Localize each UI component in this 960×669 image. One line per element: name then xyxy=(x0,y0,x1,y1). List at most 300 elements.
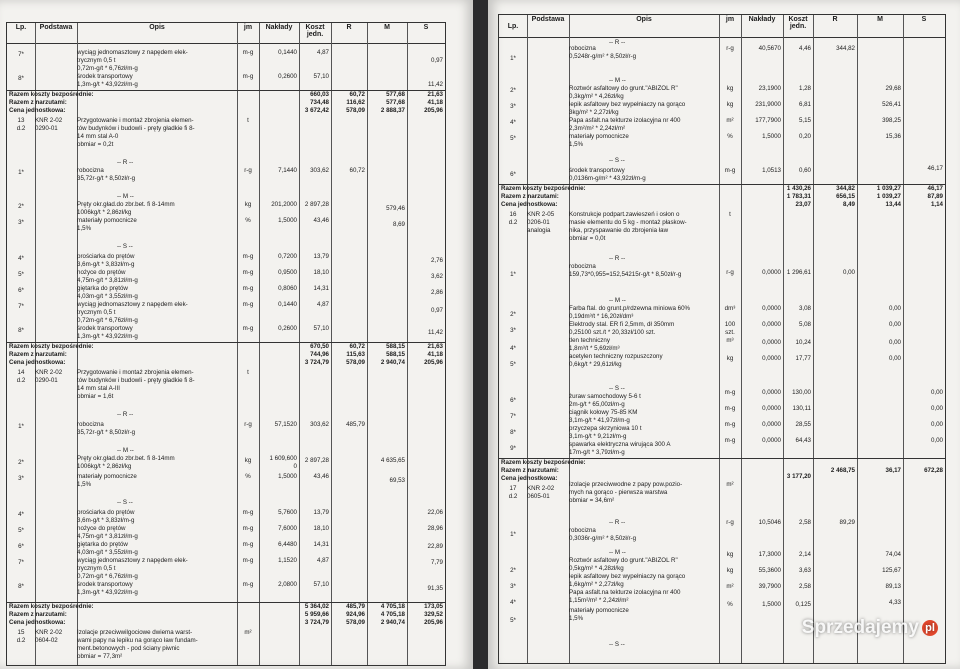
left-unit-cost: 13,79 xyxy=(313,509,329,516)
right-description-text: nika, przyspawanie do zbrojenia ław xyxy=(569,227,669,234)
right-item-number: 1* xyxy=(510,55,516,62)
right-summary-label: Cena jednostkowa: xyxy=(501,201,558,208)
left-equipment-value: 21,63 xyxy=(427,91,443,98)
left-description-text: 4,75m-g/t * 3,81zł/m-g xyxy=(77,533,138,540)
left-unit-cost: 18,10 xyxy=(313,525,329,532)
left-description-text: 14 mm stal A-III xyxy=(77,385,120,392)
left-unit: r-g xyxy=(244,421,252,428)
left-description-text: 0,72m-g/t * 6,76zł/m-g xyxy=(77,65,138,72)
right-labor-value: 656,15 xyxy=(836,193,855,200)
left-quantity: 0,7200 xyxy=(278,253,297,260)
right-description-text: materiały pomocnicze xyxy=(569,133,629,140)
col-line xyxy=(527,15,528,663)
left-material-value: 588,15 xyxy=(386,351,405,358)
right-quantity: 0,0000 xyxy=(762,321,781,328)
left-material-value: 2 888,37 xyxy=(380,107,405,114)
left-unit-cost: 4,87 xyxy=(316,301,329,308)
right-description-text: 1,8m³/t * 5,69zł/m³ xyxy=(569,345,620,352)
left-equipment-value: 22,89 xyxy=(427,543,443,550)
right-unit-cost: 23,07 xyxy=(795,201,811,208)
right-material-value: 74,04 xyxy=(885,551,901,558)
header-naklady: Nakłady xyxy=(748,16,776,23)
right-unit-cost: 2,58 xyxy=(798,519,811,526)
left-description-text: 3,6m-g/t * 3,83zł/m-g xyxy=(77,517,135,524)
left-unit: m-g xyxy=(242,557,254,564)
right-item-number: 6* xyxy=(510,171,516,178)
right-equipment-value: 87,89 xyxy=(927,193,943,200)
left-description-text: tów budynków i budowli - pręty gładkie fi 8- xyxy=(77,125,195,132)
left-equipment-value: 205,96 xyxy=(424,107,443,114)
right-summary-label: Cena jednostkowa: xyxy=(501,475,558,482)
header-s: S xyxy=(921,16,927,23)
right-item-number: 9* xyxy=(510,445,516,452)
left-quantity: 201,2000 xyxy=(271,201,297,208)
left-unit-cost: 2 897,28 xyxy=(304,457,329,464)
right-description-text: tlen techniczny xyxy=(569,337,610,344)
right-item-number: 4* xyxy=(510,599,516,606)
left-unit-cost: 303,62 xyxy=(310,167,329,174)
left-description-text: środek transportowy xyxy=(77,73,133,80)
left-item-number: 5* xyxy=(18,527,24,534)
right-item-number: 2* xyxy=(510,567,516,574)
left-description-text: -- R -- xyxy=(117,411,134,418)
left-unit-cost: 57,10 xyxy=(313,581,329,588)
left-material-value: 577,68 xyxy=(386,91,405,98)
left-base-code: KNR 2-02 xyxy=(35,117,63,124)
left-description-text: trycznym 0,5 t xyxy=(77,309,116,316)
left-quantity: 5,7600 xyxy=(278,509,297,516)
right-description-text: 3,1m-g/t * 41,97zł/m-g xyxy=(569,417,630,424)
right-quantity: 0,0000 xyxy=(762,389,781,396)
right-description-text: 0,0136m-g/m² * 43,92zł/m-g xyxy=(569,175,646,182)
watermark-logo-icon: pl xyxy=(922,620,938,636)
left-description-text: 1,5% xyxy=(77,225,92,232)
left-description-text: tów budynków i budowli - pręty gładkie fi 8- xyxy=(77,377,195,384)
left-item-number: 7* xyxy=(18,303,24,310)
right-quantity: 1,0513 xyxy=(762,167,781,174)
header-podstawa: Podstawa xyxy=(531,16,565,23)
left-item-number: 2* xyxy=(18,459,24,466)
left-unit: m-g xyxy=(242,269,254,276)
left-unit: m-g xyxy=(242,73,254,80)
right-description-text: -- M -- xyxy=(609,297,626,304)
left-material-value: 588,15 xyxy=(386,343,405,350)
left-description-text: środek transportowy xyxy=(77,325,133,332)
left-description-text: prościarka do prętów xyxy=(77,253,135,260)
left-item-number: d.2 xyxy=(16,125,26,132)
left-unit-cost: 3 724,79 xyxy=(304,619,329,626)
right-description-text: Papa asfalt.na tekturze izolacyjna nr 400 xyxy=(569,589,681,596)
right-quantity: 231,9000 xyxy=(755,101,781,108)
left-quantity: 1,5000 xyxy=(278,217,297,224)
left-description-text: nożyce do prętów xyxy=(77,525,126,532)
right-item-number: 2* xyxy=(510,311,516,318)
right-unit: kg xyxy=(726,567,734,574)
left-unit-cost: 5 959,66 xyxy=(304,611,329,618)
right-material-value: 1 039,27 xyxy=(876,193,901,200)
left-item-number: 5* xyxy=(18,271,24,278)
right-description-text: robocizna xyxy=(569,45,596,52)
right-description-text: mych na gorąco - pierwsza warstwa xyxy=(569,489,668,496)
left-description-text: 4,03m-g/t * 3,55zł/m-g xyxy=(77,293,138,300)
right-unit: m-g xyxy=(724,167,736,174)
left-unit-cost: 5 364,02 xyxy=(304,603,329,610)
left-material-value: 4 705,18 xyxy=(380,603,405,610)
left-page xyxy=(0,0,473,669)
right-unit: m³ xyxy=(726,337,734,344)
left-equipment-value: 173,05 xyxy=(424,603,443,610)
right-description-text: żuraw samochodowy 5-6 t xyxy=(569,393,641,400)
left-item-number: 6* xyxy=(18,543,24,550)
right-unit: r-g xyxy=(726,45,734,52)
right-description-text: 0,19dm³/t * 16,20zł/dm³ xyxy=(569,313,634,320)
right-unit-cost: 5,15 xyxy=(798,117,811,124)
right-description-text: masie elementu do 5 kg - montaż płaskow- xyxy=(569,219,687,226)
left-unit-cost: 4,87 xyxy=(316,557,329,564)
right-base-code: analogia xyxy=(527,227,551,234)
left-item-number: 2* xyxy=(18,203,24,210)
left-description-text: giętarka do prętów xyxy=(77,541,128,548)
right-unit-cost: 3 177,20 xyxy=(786,473,811,480)
left-material-value: 4 705,18 xyxy=(380,611,405,618)
right-unit-cost: 2,14 xyxy=(798,551,811,558)
right-unit-cost: 0,60 xyxy=(798,167,811,174)
left-unit-cost: 3 672,42 xyxy=(304,107,329,114)
right-description-text: 2m-g/t * 65,00zł/m-g xyxy=(569,401,625,408)
left-description-text: prościarka do prętów xyxy=(77,509,135,516)
left-item-number: 3* xyxy=(18,475,24,482)
right-description-text: lepik asfaltowy bez wypełniaczy na gorąco xyxy=(569,573,686,580)
right-description-text: 0,25100 szt./t * 20,33zł/100 szt. xyxy=(569,329,656,336)
header-koszt: Koszt jedn. xyxy=(788,16,808,30)
left-equipment-value: 0,97 xyxy=(430,57,443,64)
left-summary-label: Razem z narzutami: xyxy=(9,611,67,618)
left-unit: m² xyxy=(244,629,252,636)
right-unit-cost: 6,81 xyxy=(798,101,811,108)
right-material-value: 13,44 xyxy=(885,201,901,208)
left-labor-value: 485,79 xyxy=(346,603,365,610)
left-item-number: 4* xyxy=(18,511,24,518)
right-item-number: 1* xyxy=(510,531,516,538)
header-podstawa: Podstawa xyxy=(39,24,73,31)
right-item-number: 5* xyxy=(510,135,516,142)
header-m: M xyxy=(877,16,883,23)
left-description-text: wyciąg jednomasztowy z napędem elek- xyxy=(77,557,188,564)
left-item-number: 8* xyxy=(18,327,24,334)
right-quantity: 1,5000 xyxy=(762,601,781,608)
right-description-text: -- R -- xyxy=(609,519,626,526)
right-unit-cost: 1 296,61 xyxy=(786,269,811,276)
left-equipment-value: 11,42 xyxy=(427,81,443,88)
watermark-text: Sprzedajemy xyxy=(801,617,919,638)
left-unit: m-g xyxy=(242,325,254,332)
right-unit-cost: 3,63 xyxy=(798,567,811,574)
header-koszt: Koszt jedn. xyxy=(305,24,325,38)
right-unit: kg xyxy=(726,551,734,558)
right-description-text: 0,5248r-g/m² * 8,50zł/r-g xyxy=(569,53,637,60)
left-description-text: obmiar = 1,6t xyxy=(77,393,114,400)
left-item-number: 13 xyxy=(17,117,25,124)
left-summary-label: Cena jednostkowa: xyxy=(9,359,66,366)
left-unit-cost: 57,10 xyxy=(313,73,329,80)
left-material-value: 2 940,74 xyxy=(380,359,405,366)
right-quantity: 0,0000 xyxy=(762,305,781,312)
left-unit-cost: 744,96 xyxy=(310,351,329,358)
right-material-value: 36,17 xyxy=(885,467,901,474)
left-quantity: 0,1440 xyxy=(278,301,297,308)
left-equipment-value: 21,63 xyxy=(427,343,443,350)
left-description-text: 0,72m-g/t * 6,76zł/m-g xyxy=(77,317,138,324)
left-unit-cost: 660,03 xyxy=(310,91,329,98)
right-labor-value: 344,82 xyxy=(836,185,855,192)
left-summary-label: Razem koszty bezpośrednie: xyxy=(9,343,94,350)
left-labor-value: 485,79 xyxy=(346,421,365,428)
right-material-value: 0,00 xyxy=(888,355,901,362)
left-unit-cost: 14,31 xyxy=(313,541,329,548)
right-item-number: 1* xyxy=(510,271,516,278)
left-unit: m-g xyxy=(242,253,254,260)
left-description-text: ment.betonowych - pod ściany piwnic xyxy=(77,645,180,652)
left-description-text: materiały pomocnicze xyxy=(77,473,137,480)
right-summary-label: Razem z narzutami: xyxy=(501,193,559,200)
right-description-text: robocizna xyxy=(569,263,596,270)
left-description-text: 1006kg/t * 2,86zł/kg xyxy=(77,209,132,216)
left-description-text: Pręty okr.gład.do zbr.bet. fi 8-14mm xyxy=(77,201,175,208)
right-description-text: 1,6kg/m² * 2,27zł/kg xyxy=(569,581,624,588)
left-equipment-value: 41,18 xyxy=(427,351,443,358)
left-unit-cost: 4,87 xyxy=(316,49,329,56)
right-description-text: 2,3m²/m² * 2,24zł/m² xyxy=(569,125,626,132)
right-quantity: 0,0000 xyxy=(762,339,781,346)
left-material-value: 4 635,65 xyxy=(380,457,405,464)
right-description-text: Konstrukcje podpart.zawieszeń i osłon o xyxy=(569,211,680,218)
right-labor-value: 89,29 xyxy=(839,519,855,526)
left-base-code: KNR 2-02 xyxy=(35,629,63,636)
left-item-number: 7* xyxy=(18,559,24,566)
left-equipment-value: 91,35 xyxy=(427,585,443,592)
left-description-text: 35,72r-g/t * 8,50zł/r-g xyxy=(77,175,136,182)
left-equipment-value: 11,42 xyxy=(427,329,443,336)
left-summary-label: Cena jednostkowa: xyxy=(9,619,66,626)
header-lp: Lp. xyxy=(507,23,519,30)
left-unit: % xyxy=(245,473,251,480)
left-quantity: 0,2600 xyxy=(278,325,297,332)
right-description-text: acetylen techniczny rozpuszczony xyxy=(569,353,663,360)
header-naklady: Nakłady xyxy=(265,24,293,31)
right-item-number: 17 xyxy=(509,485,517,492)
right-quantity: 55,3600 xyxy=(758,567,781,574)
left-unit: m-g xyxy=(242,285,254,292)
right-summary-label: Razem z narzutami: xyxy=(501,467,559,474)
left-quantity: 0,8060 xyxy=(278,285,297,292)
right-equipment-value: 0,00 xyxy=(930,389,943,396)
left-unit: kg xyxy=(244,457,252,464)
left-item-number: 8* xyxy=(18,583,24,590)
left-quantity: 2,0800 xyxy=(278,581,297,588)
right-unit: szt. xyxy=(725,329,735,336)
right-equipment-value: 0,00 xyxy=(930,421,943,428)
right-labor-value: 344,82 xyxy=(836,45,855,52)
right-description-text: spawarka elektryczna wirująca 300 A xyxy=(569,441,671,448)
right-item-number: 5* xyxy=(510,361,516,368)
right-description-text: środek transportowy xyxy=(569,167,625,174)
right-material-value: 0,00 xyxy=(888,305,901,312)
right-item-number: 4* xyxy=(510,119,516,126)
left-equipment-value: 329,52 xyxy=(424,611,443,618)
right-unit-cost: 28,55 xyxy=(795,421,811,428)
right-description-text: -- S -- xyxy=(609,157,625,164)
right-quantity: 0,0000 xyxy=(762,437,781,444)
left-base-code: 0290-01 xyxy=(35,125,58,132)
right-quantity: 0,0000 xyxy=(762,405,781,412)
left-quantity: 57,1520 xyxy=(274,421,297,428)
right-material-value: 526,41 xyxy=(882,101,901,108)
left-unit-cost: 18,10 xyxy=(313,269,329,276)
right-unit-cost: 1 430,26 xyxy=(786,185,811,192)
left-description-text: 1,3m-g/t * 43,92zł/m-g xyxy=(77,589,138,596)
header-r: R xyxy=(832,16,838,23)
left-table-header xyxy=(7,23,445,44)
header-s: S xyxy=(423,24,429,31)
left-description-text: -- M -- xyxy=(117,193,134,200)
right-base-code: 0605-01 xyxy=(527,493,550,500)
left-description-text: -- R -- xyxy=(117,159,134,166)
left-description-text: nożyce do prętów xyxy=(77,269,126,276)
left-unit: m-g xyxy=(242,541,254,548)
left-quantity: 0,9500 xyxy=(278,269,297,276)
left-description-text: Pręty okr.gład.do zbr.bet. fi 8-14mm xyxy=(77,455,175,462)
right-description-text: -- S -- xyxy=(609,385,625,392)
left-material-value: 69,53 xyxy=(389,477,405,484)
right-description-text: -- M -- xyxy=(609,549,626,556)
left-quantity: 1,1520 xyxy=(278,557,297,564)
left-material-value: 579,46 xyxy=(386,205,405,212)
left-unit-cost: 43,46 xyxy=(313,217,329,224)
right-unit: m-g xyxy=(724,421,736,428)
left-quantity: 7,6000 xyxy=(278,525,297,532)
right-material-value: 398,25 xyxy=(882,117,901,124)
right-labor-value: 2 468,75 xyxy=(830,467,855,474)
right-unit: m² xyxy=(726,583,734,590)
left-base-code: 0604-02 xyxy=(35,637,58,644)
right-base-code: KNR 2-05 xyxy=(527,211,555,218)
right-description-text: 159,73*0,955=152,54215r-g/t * 8,50zł/r-g xyxy=(569,271,682,278)
right-page xyxy=(488,0,960,669)
right-unit-cost: 2,58 xyxy=(798,583,811,590)
left-summary-label: Cena jednostkowa: xyxy=(9,107,66,114)
left-item-number: 7* xyxy=(18,51,24,58)
left-cost-table xyxy=(6,22,446,666)
left-item-number: d.2 xyxy=(16,377,26,384)
right-material-value: 15,36 xyxy=(885,133,901,140)
right-item-number: 3* xyxy=(510,327,516,334)
right-unit: kg xyxy=(726,355,734,362)
left-unit: r-g xyxy=(244,167,252,174)
left-labor-value: 60,72 xyxy=(349,343,365,350)
left-item-number: d.2 xyxy=(16,637,26,644)
left-unit-cost: 14,31 xyxy=(313,285,329,292)
right-description-text: materiały pomocnicze xyxy=(569,607,629,614)
header-opis: Opis xyxy=(149,24,165,31)
right-description-text: Papa asfalt.na tekturze izolacyjna nr 400 xyxy=(569,117,681,124)
left-description-text: środek transportowy xyxy=(77,581,133,588)
right-item-number: 5* xyxy=(510,617,516,624)
right-material-value: 4,33 xyxy=(888,599,901,606)
right-unit: m-g xyxy=(724,405,736,412)
right-unit: m² xyxy=(726,117,734,124)
right-base-code: 0206-01 xyxy=(527,219,550,226)
right-description-text: 1,15m²/m² * 2,24zł/m² xyxy=(569,597,629,604)
left-description-text: 4,75m-g/t * 3,81zł/m-g xyxy=(77,277,138,284)
right-quantity: 40,5670 xyxy=(758,45,781,52)
left-description-text: 3,6m-g/t * 3,83zł/m-g xyxy=(77,261,135,268)
left-description-text: obmiar = 77,3m² xyxy=(77,653,123,660)
left-material-value: 8,69 xyxy=(392,221,405,228)
left-description-text: wyciąg jednomasztowy z napędem elek- xyxy=(77,301,188,308)
left-summary-label: Razem koszty bezpośrednie: xyxy=(9,603,94,610)
right-item-number: 7* xyxy=(510,413,516,420)
left-labor-value: 116,62 xyxy=(346,99,365,106)
right-unit: m-g xyxy=(724,389,736,396)
right-quantity: 23,1900 xyxy=(758,85,781,92)
left-equipment-value: 41,18 xyxy=(427,99,443,106)
right-unit: % xyxy=(727,133,733,140)
right-item-number: 6* xyxy=(510,397,516,404)
left-material-value: 2 940,74 xyxy=(380,619,405,626)
left-base-code: 0290-01 xyxy=(35,377,58,384)
right-description-text: Farba ftal. do grunt.p/rdzewna miniowa 60% xyxy=(569,305,691,312)
right-description-text: 17m-g/t * 3,79zł/m-g xyxy=(569,449,625,456)
right-material-value: 1 039,27 xyxy=(876,185,901,192)
right-item-number: d.2 xyxy=(508,493,518,500)
left-description-text: wami papy na lepiku na gorąco ław fundam- xyxy=(77,637,198,644)
right-equipment-value: 672,28 xyxy=(924,467,943,474)
right-material-value: 0,00 xyxy=(888,339,901,346)
left-item-number: 4* xyxy=(18,255,24,262)
left-unit-cost: 57,10 xyxy=(313,325,329,332)
right-equipment-value: 1,14 xyxy=(930,201,943,208)
right-material-value: 125,67 xyxy=(882,567,901,574)
right-description-text: 1,5% xyxy=(569,615,584,622)
left-description-text: -- S -- xyxy=(117,243,133,250)
left-item-number: 3* xyxy=(18,219,24,226)
left-equipment-value: 0,97 xyxy=(430,307,443,314)
right-unit-cost: 130,00 xyxy=(792,389,811,396)
right-unit-cost: 4,46 xyxy=(798,45,811,52)
left-unit-cost: 3 724,79 xyxy=(304,359,329,366)
right-unit: m-g xyxy=(724,437,736,444)
right-description-text: lepik asfaltowy bez wypełniaczy na gorąco xyxy=(569,101,686,108)
right-table-header xyxy=(499,15,945,38)
left-description-text: 35,72r-g/t * 8,50zł/r-g xyxy=(77,429,136,436)
left-unit: % xyxy=(245,217,251,224)
right-unit: dm³ xyxy=(724,305,736,312)
right-description-text: 0,3036r-g/m² * 8,50zł/r-g xyxy=(569,535,637,542)
right-description-text: -- R -- xyxy=(609,39,626,46)
left-equipment-value: 2,76 xyxy=(430,257,443,264)
right-description-text: 1,5% xyxy=(569,141,584,148)
left-unit: m-g xyxy=(242,525,254,532)
right-description-text: ciągnik kołowy 75-85 KM xyxy=(569,409,638,416)
right-item-number: 3* xyxy=(510,103,516,110)
left-unit-cost: 13,79 xyxy=(313,253,329,260)
right-item-number: 16 xyxy=(509,211,517,218)
left-unit-cost: 734,48 xyxy=(310,99,329,106)
right-summary-label: Razem koszty bezpośrednie: xyxy=(501,185,586,192)
left-item-number: 8* xyxy=(18,75,24,82)
header-lp: Lp. xyxy=(15,24,27,31)
left-description-text: 0,72m-g/t * 6,76zł/m-g xyxy=(77,573,138,580)
